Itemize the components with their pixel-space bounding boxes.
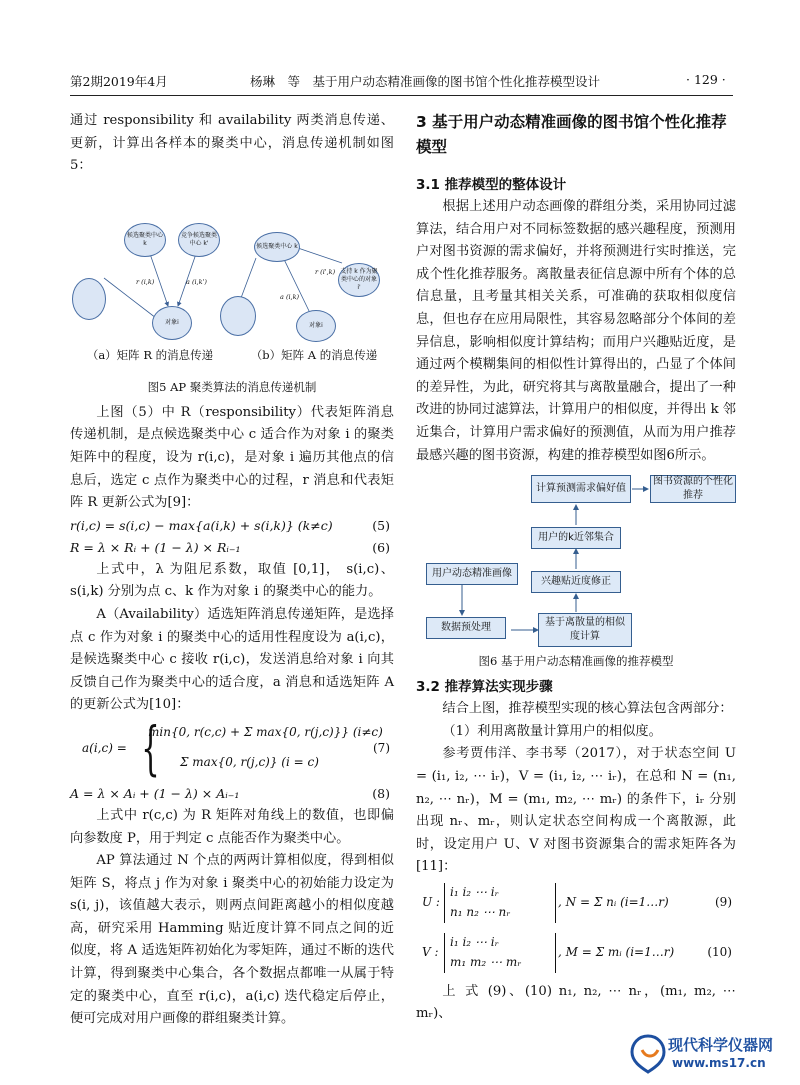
label-a-b: a (i,k) (280, 292, 300, 301)
node-competing-k: 竞争候选聚类中心 k' (178, 223, 220, 257)
equation-9 (416, 883, 736, 927)
equation-10-lhs: V : (422, 944, 439, 959)
box-interest: 兴趣贴近度修正 (531, 571, 621, 593)
equation-10-sum: , M = Σ mᵢ (i=1…r) (558, 944, 675, 959)
box-prediction: 计算预测需求偏好值 (531, 475, 631, 503)
header-rule (70, 95, 733, 96)
issue-date: 第2期2019年4月 (70, 74, 168, 89)
equation-10-row1: i₁ i₂ ⋯ iᵣ (450, 934, 499, 949)
node-object-i-b: 对象i (296, 310, 336, 342)
section-3-1-heading: 3.1 推荐模型的整体设计 (416, 177, 567, 193)
paragraph: A（Availability）适选矩阵消息传递矩阵，是选择点 c 作为对象 i 的聚类中心的适用性程度设为 a(i,c)，是候选聚类中心 c 接收 r(i,c)，发送消息给对象 i 向其反馈自己作为聚类中心的适合度，a 消息和适选矩阵 A 的更新公式为[10]： (70, 606, 394, 713)
paragraph: 通过 responsibility 和 availability 两类消息传递、更新，计算出各样本的聚类中心，消息传递机制如图5： (70, 113, 394, 174)
figure-5-caption: 图5 AP 聚类算法的消息传递机制 (147, 379, 317, 394)
node-candidate-k-b: 候选聚类中心 k (254, 232, 300, 262)
page-number: · 129 · (686, 72, 726, 87)
node-left (72, 278, 106, 320)
equation-9-row2: n₁ n₂ ⋯ nᵣ (450, 904, 511, 919)
equation-9-lhs: U : (422, 894, 440, 909)
box-user-profile: 用户动态精准画像 (426, 563, 518, 585)
equation-6 (70, 537, 394, 559)
equation-9-sum: , N = Σ nᵢ (i=1…r) (558, 894, 669, 909)
equation-7-number: (7) (373, 740, 390, 755)
equation-10-number: (10) (707, 944, 732, 959)
paragraph: 上式中 r(c,c) 为 R 矩阵对角线上的数值，也即偏向参数度 P，用于判定 c 点能否作为聚类中心。 (70, 807, 394, 846)
equation-8 (70, 783, 394, 805)
paragraph: 上式中，λ 为阻尼系数，取值 [0,1]， s(i,c)、s(i,k) 分别为点 c、k 作为对象 i 的聚类中心的能力。 (70, 561, 394, 600)
section-3-2-heading: 3.2 推荐算法实现步骤 (416, 679, 553, 696)
equation-7 (70, 713, 394, 783)
watermark-title: 现代科学仪器网 (668, 1036, 774, 1054)
paragraph: 上 式 (9)、(10) n₁, n₂, ⋯ nᵣ，(m₁, m₂, ⋯ mᵣ)、 (416, 983, 736, 1022)
figure-6 (416, 467, 736, 650)
node-object-i: 对象i (152, 306, 192, 340)
equation-5-body: r(i,c) = s(i,c) − max{a(i,k) + s(i,k)} (k≠c) (70, 517, 333, 533)
box-recommendation: 图书资源的个性化推荐 (650, 475, 736, 503)
box-preprocess: 数据预处理 (426, 617, 506, 639)
watermark-logo (628, 1030, 788, 1080)
label-a: a (i,k') (186, 277, 207, 286)
equation-7-case2: Σ max{0, r(j,c)} (i = c) (180, 754, 319, 769)
subcaption-a: （a）矩阵 R 的消息传递 (86, 347, 214, 362)
left-column (70, 110, 394, 1031)
equation-7-case1: min{0, r(c,c) + Σ max{0, r(j,c)}} (i≠c) (148, 724, 383, 739)
box-knn: 用户的k近邻集合 (531, 527, 621, 549)
node-candidate-k: 候选聚类中心 k (124, 223, 166, 257)
equation-7-lhs: a(i,c) = (82, 740, 127, 755)
equation-5-number: (5) (372, 517, 390, 533)
paragraph: 参考贾伟洋、李书琴（2017），对于状态空间 U = (i₁, i₂, ⋯ iᵣ)，V = (i₁, i₂, ⋯ iᵣ)，在总和 N = (n₁, n₂, ⋯ nᵣ)，M = (m₁, m₂, ⋯ mᵣ) 的条件下，iᵣ 分别出现 nᵣ、mᵣ，则认定状态空间构成一个离散源，此时，设定用户 U、V 对图书资源集合的需求矩阵各为[11]： (416, 746, 736, 875)
equation-8-number: (8) (372, 785, 390, 801)
label-r-b: r (i',k) (315, 267, 336, 276)
equation-6-body: R = λ × Rᵢ + (1 − λ) × Rᵢ₋₁ (70, 539, 241, 555)
paragraph: AP 算法通过 N 个点的两两计算相似度，得到相似矩阵 S，将点 j 作为对象 i 聚类中心的初始能力设定为 s(i, j)，该值越大表示，则两点间距离越小的相似度越高，研究采用 Hamming 贴近度计算不同点之间的近似度，将 A 适选矩阵初始化为零矩阵，通过不断的迭代计算，得到聚类中心集合，各个数据点都唯一从属于特定的聚类中心，直至 r(i,c)，a(i,c) 迭代稳定后停止，便可完成对用户画像的群组聚类计算。 (70, 853, 394, 1027)
equation-5 (70, 515, 394, 537)
section-3-heading: 3 基于用户动态精准画像的图书馆个性化推荐模型 (416, 113, 727, 156)
brace: { (141, 713, 160, 782)
subcaption-b: （b）矩阵 A 的消息传递 (250, 347, 378, 362)
equation-9-number: (9) (715, 894, 732, 909)
equation-10-row2: m₁ m₂ ⋯ mᵣ (450, 954, 522, 969)
running-title: 杨琳 等 基于用户动态精准画像的图书馆个性化推荐模型设计 (250, 74, 601, 89)
watermark-emblem-icon (628, 1032, 668, 1076)
paragraph: 上图（5）中 R（responsibility）代表矩阵消息传递机制，是点候选聚类中心 c 适合作为对象 i 的聚类矩阵中的程度，设为 r(i,c)，是对象 i 遍历其他点的信息后，选定 c 点作为聚类中心的过程，r 消息和代表矩阵 R 更新公式为[9]： (70, 404, 394, 511)
right-column (416, 110, 736, 1026)
figure-5 (70, 178, 394, 378)
box-similarity: 基于离散量的相似度计算 (538, 613, 632, 647)
equation-9-row1: i₁ i₂ ⋯ iᵣ (450, 884, 499, 899)
equation-6-number: (6) (372, 539, 390, 555)
paragraph: 结合上图，推荐模型实现的核心算法包含两部分： (442, 701, 733, 717)
paragraph: （1）利用离散量计算用户的相似度。 (442, 723, 662, 739)
figure-6-caption: 图6 基于用户动态精准画像的推荐模型 (478, 654, 674, 669)
equation-8-body: A = λ × Aᵢ + (1 − λ) × Aᵢ₋₁ (70, 785, 240, 801)
node-left-b (220, 296, 256, 336)
equation-10 (416, 933, 736, 977)
node-support-i: 支持 k 作为聚类中心的对象 i' (338, 263, 380, 297)
watermark-url: www.ms17.cn (672, 1056, 766, 1070)
paragraph: 根据上述用户动态画像的群组分类，采用协同过滤算法，结合用户对不同标签数据的感兴趣程度，预测用户对图书资源的需求偏好，并将预测进行实时推送，完成个性化推荐服务。离散量表征信息源中所有个体的总信息量，且考量其相关关系，可准确的获取相似度信息，但也存在应用局限性，其容易忽略部分个体间的差异信息，影响相似度计算结构；而用户兴趣贴近度，是通过两个模糊集间的相似性计算得出的，凸显了个体间的差异性，为此，研究将其与离散量融合，提出了一种改进的协同过滤算法，计算用户的相似度，并得出 k 邻近集合，计算用户需求偏好的预测值，从而为用户推荐最感兴趣的图书资源，构建的推荐模型如图6所示。 (416, 199, 736, 463)
label-r: r (i,k) (136, 277, 155, 286)
